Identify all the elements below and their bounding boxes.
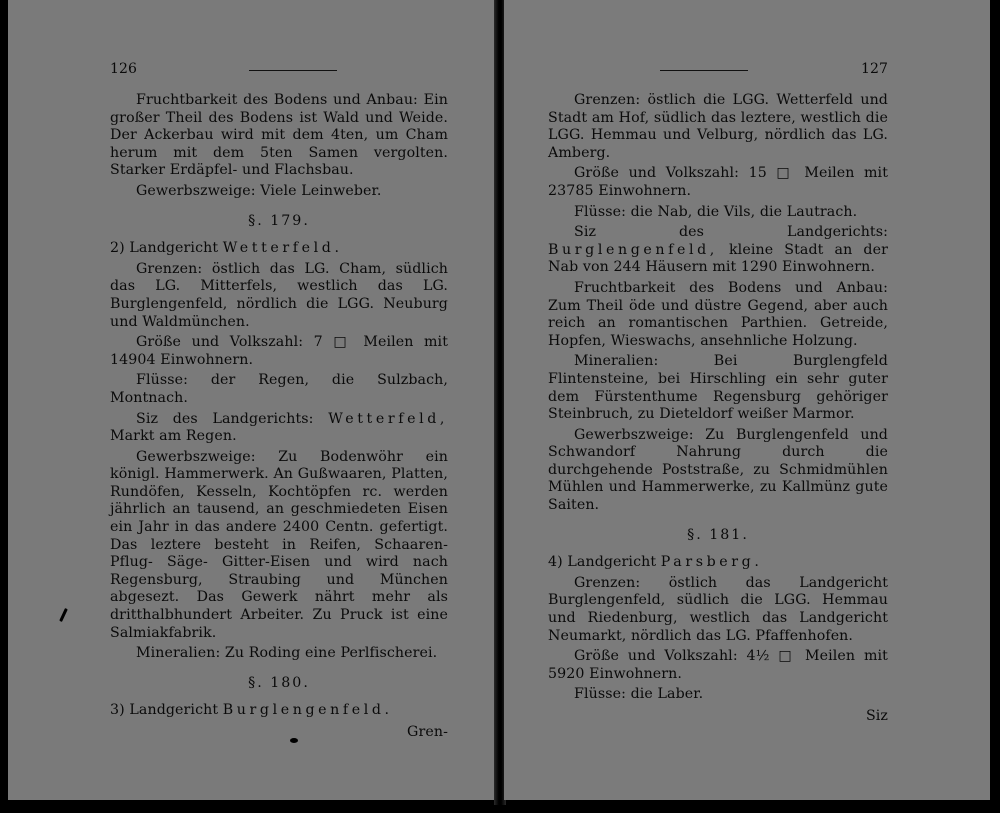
paragraph: Flüsse: der Regen, die Sulzbach, Montnach. — [110, 372, 448, 406]
catchword: Siz — [865, 708, 888, 724]
district-prefix: 2) Landgericht — [110, 240, 219, 257]
ink-stroke — [59, 608, 68, 622]
seat-name: Wetterfeld, — [328, 410, 448, 427]
district-heading — [110, 240, 448, 258]
paragraph: Größe und Volkszahl: 7 □ Meilen mit 14904 Einwohnern. — [110, 334, 448, 368]
seat-rest: Markt am Regen. — [110, 428, 237, 445]
paragraph — [110, 411, 448, 446]
paragraph — [548, 224, 888, 277]
district-prefix: 3) Landgericht — [110, 702, 219, 719]
district-prefix: 4) Landgericht — [548, 554, 657, 571]
paragraph: Grenzen: östlich das LG. Cham, südlich das LG. Mitterfels, westlich das LG. Burglengenfeld, nördlich die LGG. Neuburg und Waldmünchen. — [110, 260, 448, 330]
left-page-header — [110, 60, 448, 80]
seat-name: Burglengenfeld, — [548, 241, 718, 258]
district-name: Parsberg. — [660, 554, 763, 571]
seat-prefix: Siz des Landgerichts: — [136, 410, 314, 427]
page-number: 127 — [860, 61, 888, 78]
paragraph: Gewerbszweige: Zu Bodenwöhr ein königl. Hammerwerk. An Gußwaaren, Platten, Rundöfen, Kesseln, Kochtöpfen rc. werden jährlich an tausend, an geschmiedeten Eisen ein Jahr in das andere 2400 Centn. gefertigt. Das leztere besteht in Reifen, Schaaren- Pflug- Säge- Gitter-Eisen und wird nach Regensburg, Straubing und München abgesezt. Das Gewerk nährt mehr als dritthalbhundert Arbeiter. Zu Pruck ist eine Salmiakfabrik. — [110, 448, 448, 641]
paragraph: Größe und Volkszahl: 4½ □ Meilen mit 5920 Einwohnern. — [548, 648, 888, 682]
paragraph: Flüsse: die Laber. — [574, 686, 704, 703]
paragraph: Grenzen: östlich die LGG. Wetterfeld und Stadt am Hof, südlich das leztere, westlich die LGG. Hemmau und Velburg, nördlich das LG. Amberg. — [548, 92, 888, 161]
district-name: Burglengenfeld. — [222, 702, 393, 719]
right-page — [504, 0, 990, 800]
paragraph: Gewerbszweige: Zu Burglengenfeld und Schwandorf Nahrung durch die durchgehende Poststraße, zu Schmidmühlen Mühlen und Hammerwerke, zu Kallmünz gute Saiten. — [548, 426, 888, 514]
paragraph: Mineralien: Zu Roding eine Perlfischerei. — [136, 645, 438, 662]
district-heading — [110, 702, 448, 720]
seat-rest: kleine Stadt an der Nab von 244 Häusern mit 1290 Einwohnern. — [548, 241, 888, 276]
header-rule — [660, 70, 748, 71]
left-page-text — [110, 60, 448, 745]
right-page-text — [548, 60, 888, 729]
paragraph: Grenzen: östlich das Landgericht Burglengenfeld, südlich die LGG. Hemmau und Riedenburg, westlich das Landgericht Neumarkt, nördlich das LG. Pfaffenhofen. — [548, 574, 888, 644]
catchword: Gren- — [407, 724, 448, 740]
paragraph: Mineralien: Bei Burglengfeld Flintensteine, bei Hirschling ein sehr guter dem Fürstenthume Regensburg gehöriger Steinbruch, zu Dieteldorf weißer Marmor. — [548, 353, 888, 423]
ink-blot — [290, 738, 298, 743]
section-heading: §. 179. — [248, 212, 310, 229]
section-heading: §. 180. — [248, 674, 310, 691]
section-heading: §. 181. — [687, 526, 749, 543]
paragraph: Größe und Volkszahl: 15 □ Meilen mit 23785 Einwohnern. — [548, 165, 888, 199]
district-heading — [548, 554, 888, 572]
paragraph: Gewerbszweige: Viele Leinweber. — [136, 182, 382, 199]
district-name: Wetterfeld. — [222, 240, 343, 257]
right-page-header — [548, 60, 888, 80]
left-page — [8, 0, 496, 800]
header-rule — [249, 70, 337, 71]
seat-prefix: Siz des Landgerichts: — [574, 224, 888, 241]
paragraph: Fruchtbarkeit des Bodens und Anbau: Zum Theil öde und düstre Gegend, aber auch reich an romantischen Parthien. Getreide, Hopfen, Wieswachs, ansehnliche Holzung. — [548, 279, 888, 349]
paragraph: Fruchtbarkeit des Bodens und Anbau: Ein großer Theil des Bodens ist Wald und Weide. Der Ackerbau wird mit dem 4ten, um Cham herum mit dem 5ten Samen vergolten. Starker Erdäpfel- und Flachsbau. — [110, 92, 448, 179]
page-number: 126 — [110, 61, 138, 78]
paragraph: Flüsse: die Nab, die Vils, die Lautrach. — [574, 203, 858, 220]
